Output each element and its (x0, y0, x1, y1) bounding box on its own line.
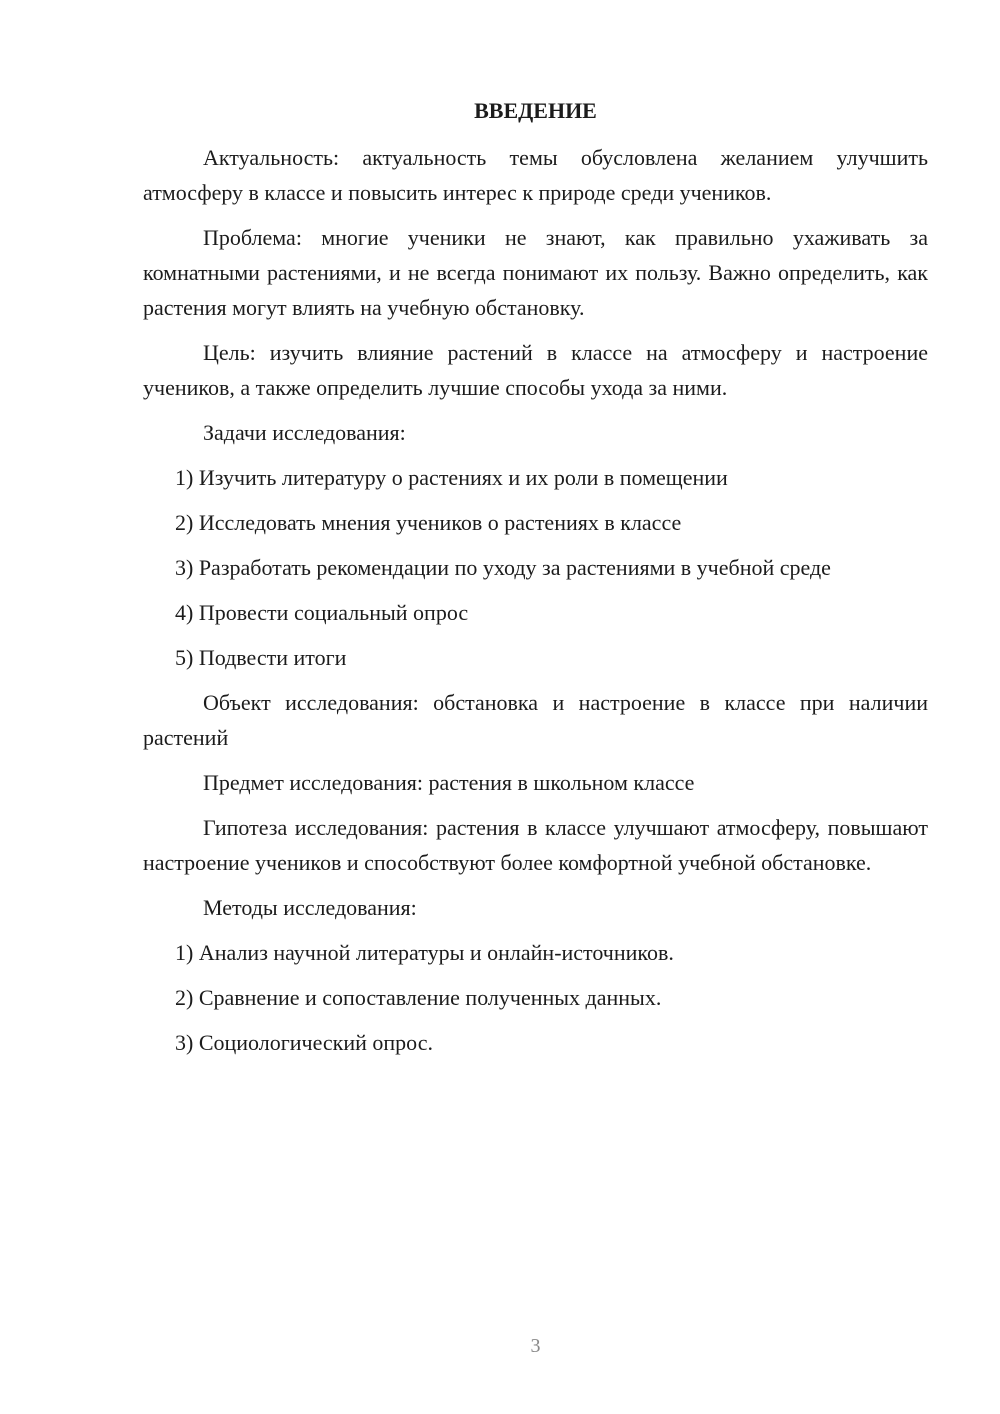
method-item: 3) Социологический опрос. (175, 1030, 433, 1055)
method-item: 2) Сравнение и сопоставление полученных данных. (175, 985, 662, 1010)
subject-paragraph: Предмет исследования: растения в школьном классе (203, 770, 695, 795)
relevance-paragraph: Актуальность: актуальность темы обусловлена желанием улучшить атмосферу в классе и повысить интерес к природе среди учеников. (143, 145, 928, 205)
task-item: 3) Разработать рекомендации по уходу за растениями в учебной среде (175, 555, 831, 580)
tasks-title: Задачи исследования: (203, 420, 406, 445)
problem-paragraph: Проблема: многие ученики не знают, как правильно ухаживать за комнатными растениями, и не всегда понимают их пользу. Важно определить, как растения могут влиять на учебную обстановку. (143, 225, 928, 320)
method-item: 1) Анализ научной литературы и онлайн-источников. (175, 940, 674, 965)
task-item: 5) Подвести итоги (175, 645, 347, 670)
hypothesis-paragraph: Гипотеза исследования: растения в классе улучшают атмосферу, повышают настроение учеников и способствуют более комфортной учебной обстановке. (143, 815, 928, 875)
task-item: 4) Провести социальный опрос (175, 600, 469, 625)
object-paragraph: Объект исследования: обстановка и настроение в классе при наличии растений (143, 690, 928, 750)
section-heading: ВВЕДЕНИЕ (474, 98, 597, 123)
task-item: 1) Изучить литературу о растениях и их роли в помещении (175, 465, 728, 490)
task-item: 2) Исследовать мнения учеников о растениях в классе (175, 510, 682, 535)
methods-title: Методы исследования: (203, 895, 417, 920)
page-number: 3 (530, 1335, 541, 1357)
section-body (143, 140, 928, 1070)
document-page (143, 0, 928, 1414)
goal-paragraph: Цель: изучить влияние растений в классе на атмосферу и настроение учеников, а также определить лучшие способы ухода за ними. (143, 340, 928, 400)
